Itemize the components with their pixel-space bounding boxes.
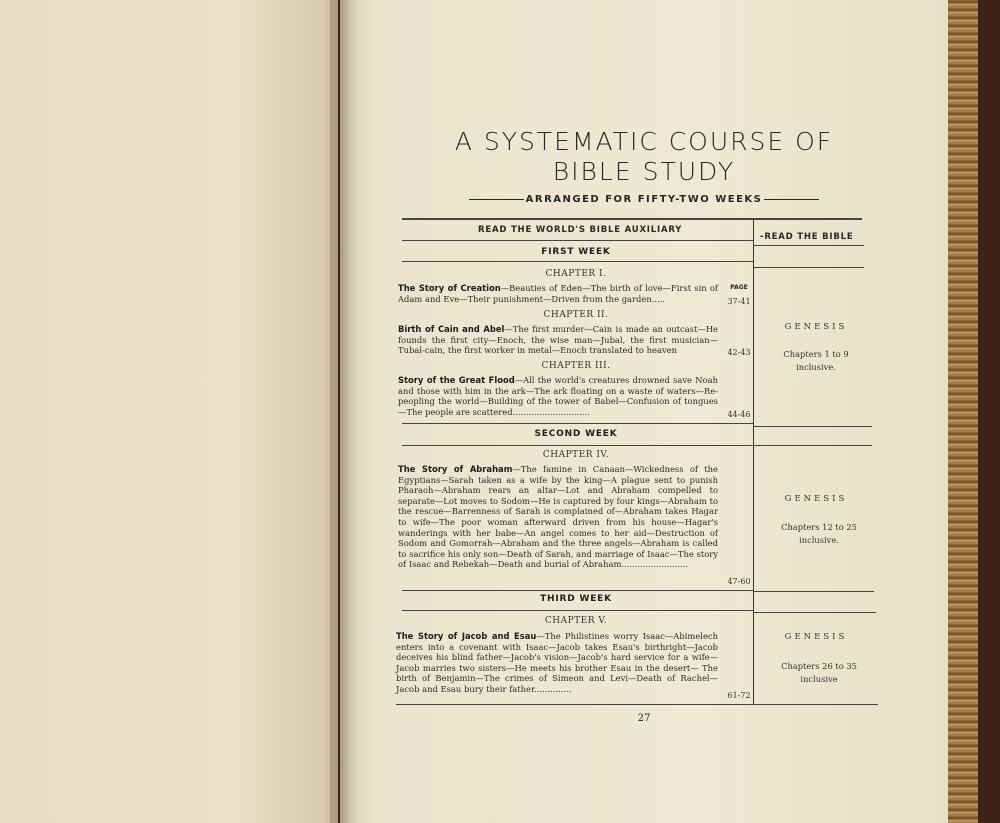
bible-book: GENESIS	[784, 494, 848, 504]
chapter-pages: 61-72	[727, 691, 751, 700]
week-rule-first-right	[754, 267, 864, 268]
week-label-third: THIRD WEEK	[540, 594, 612, 604]
chapter-summary: —The famine in Canaan—Wickedness of the Egyptians—Sarah taken as a wife by the king—A plague sent to punish Pharaoh—Abraham rears an altar—Lot and Abraham compelled to separate—Lot moves to Sodom—He is captured by four kings—Abraham to the rescue—Barrenness of Sarah is complained of—Abraham takes Hagar to wife—The poor woman afterward driven from his house—Hagar's wanderings with her babe—An angel comes to her aid—Destruction of Sodom and Gomorrah—Abraham and the three angels—Abraham is called to sacrifice his only son—Death of Sarah, and marriage of Isaac—The story of Isaac and Rebekah—Death and burial of Abraham.........................	[398, 464, 718, 570]
chapter-title: The Story of Abraham	[398, 464, 513, 474]
chapter-entry	[398, 283, 718, 304]
chapter-title: Story of the Great Flood	[398, 375, 515, 385]
chapter-title: Birth of Cain and Abel	[398, 324, 505, 334]
header-rule-left	[402, 240, 753, 241]
chapter-pages: 47-60	[727, 577, 751, 586]
subtitle-rule-right	[764, 199, 819, 200]
chapter-summary: —The first murder—Cain is made an outcast—He founds the first city—Enoch, the wise man—Jubal, the first musician—Tubal-cain, the first worker in metal—Enoch translated to heaven	[398, 324, 718, 356]
week-rule-first	[402, 261, 753, 262]
subtitle-text: ARRANGED FOR FIFTY-TWO WEEKS	[525, 194, 763, 205]
week-label-first: FIRST WEEK	[541, 247, 611, 257]
week-end-rule-second	[402, 590, 753, 591]
page-title-line1: A SYSTEMATIC COURSE OF	[454, 127, 834, 156]
chapter-entry	[398, 375, 718, 417]
table-top-rule	[402, 218, 862, 220]
week-rule-second-right	[754, 445, 872, 446]
header-rule-right	[754, 245, 864, 246]
week-rule-third	[402, 610, 753, 611]
book-gutter	[330, 0, 350, 823]
week-end-rule-first-right	[754, 426, 872, 427]
chapter-entry	[398, 324, 718, 356]
week-end-rule-first	[402, 423, 753, 424]
chapter-number: CHAPTER II.	[543, 310, 609, 320]
page-number: 27	[637, 713, 651, 724]
bible-chapters: Chapters 12 to 25 inclusive.	[781, 522, 857, 545]
right-column-header: -READ THE BIBLE	[760, 232, 854, 242]
chapter-number: CHAPTER V.	[544, 616, 608, 626]
chapter-title: The Story of Jacob and Esau	[396, 631, 537, 641]
chapter-pages: 42-43	[727, 348, 751, 357]
chapter-summary: —The Philistines worry Isaac—Abimelech enters into a covenant with Isaac—Jacob takes Esau's birthright—Jacob deceives his blind father—Jacob's vision—Jacob's hard service for a wife—Jacob marries two sisters—He meets his brother Esau in the desert— The birth of Benjamin—The crimes of Simeon and Levi—Death of Rachel—Jacob and Esau bury their father..............	[396, 631, 718, 694]
subtitle-rule-left	[469, 199, 524, 200]
week-rule-second	[402, 445, 753, 446]
week-rule-third-right	[754, 612, 876, 613]
page-title-line2: BIBLE STUDY	[552, 157, 736, 186]
left-column-header: READ THE WORLD'S BIBLE AUXILIARY	[478, 225, 683, 235]
chapter-entry	[396, 631, 718, 695]
page-column-label: PAGE	[730, 284, 748, 291]
chapter-summary: —All the world's creatures drowned save Noah and those with him in the ark—The ark floating on a waste of waters—Re-peopling the world—Building of the tower of Babel—Confusion of tongues—The people are scattered.............................	[398, 375, 718, 417]
table-bottom-rule	[396, 704, 878, 705]
chapter-number: CHAPTER I.	[545, 269, 607, 279]
week-end-rule-second-right	[754, 591, 874, 592]
chapter-number: CHAPTER III.	[541, 361, 611, 371]
chapter-summary: —Beauties of Eden—The birth of love—First sin of Adam and Eve—Their punishment—Driven from the garden.....	[398, 283, 719, 304]
bible-book: GENESIS	[784, 322, 848, 332]
bible-book: GENESIS	[784, 632, 848, 642]
chapter-pages: 44-46	[727, 410, 751, 419]
chapter-title: The Story of Creation	[398, 283, 501, 293]
chapter-number: CHAPTER IV.	[542, 450, 610, 460]
bible-chapters: Chapters 1 to 9 inclusive.	[783, 349, 849, 372]
chapter-pages: 37-41	[727, 297, 751, 306]
bible-chapters: Chapters 26 to 35 inclusive	[781, 661, 857, 684]
right-page	[340, 0, 948, 823]
left-blank-page	[0, 0, 338, 823]
week-label-second: SECOND WEEK	[534, 429, 618, 439]
chapter-entry	[398, 464, 718, 570]
page-subtitle	[340, 194, 948, 205]
